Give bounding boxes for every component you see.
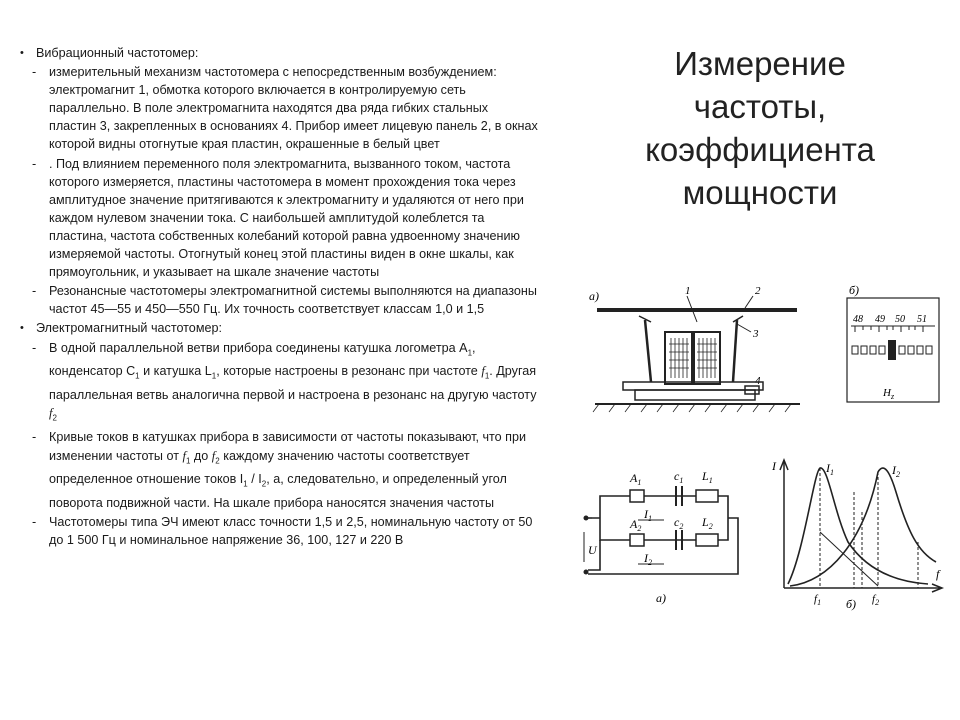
- svg-text:а): а): [589, 289, 599, 303]
- electro-text-3: Частотомеры типа ЭЧ имеют класс точности 1,5 и 2,5, номинальную частоту от 50 до 1 500 Гц и номинальное напряжение 36, 100, 127 и 220 В: [49, 514, 533, 547]
- vibration-meter-diagram: [585, 282, 810, 417]
- bullet-electromagnetic: [18, 319, 538, 337]
- label-a1: $A_1$: [630, 471, 642, 487]
- bullet-mark: •: [20, 322, 24, 335]
- text-column: [18, 44, 538, 550]
- svg-text:U: U: [588, 543, 597, 557]
- svg-text:4: 4: [755, 375, 761, 387]
- electro-text-2: Кривые токов в катушках прибора в зависимости от частоты показывают, что при изменении частоты от $f_1$ до $f_2$ каждому значению частоты соответствует определенное отношение токов $I_1 / I_2$, а, следовательно, и определенный угол поворота подвижной части. На шкале прибора наносятся значения частоты: [49, 430, 527, 510]
- svg-text:50: 50: [895, 314, 905, 325]
- electro-text-1: В одной параллельной ветви прибора соединены катушка логометра $А_1$, конденсатор $С_1$ и катушка $L_1$, которые настроены в резонанс при частоте $f_1$. Другая параллельная ветвь аналогична первой и настроена в резонанс на другую частоту $f_2$: [49, 340, 537, 423]
- label-l2: $L_2$: [702, 515, 713, 531]
- label-c1: $c_1$: [674, 469, 684, 485]
- vibration-scale-diagram: [843, 282, 943, 407]
- electro-heading: Электромагнитный частотомер:: [36, 321, 222, 336]
- dash-mark: -: [32, 340, 37, 355]
- vibration-point-1: [18, 63, 538, 153]
- label-a2: $A_2$: [630, 517, 642, 533]
- curve-label-i1: $I_1$: [826, 461, 834, 477]
- tick-f2: $f_2$: [872, 593, 880, 607]
- vibration-text-1: измерительный механизм частотомера с непосредственным возбуждением: электромагнит 1, обмотка которого включается в контролируемую сеть параллельно. В поле электромагнита находятся два ряда гибких стальных пластин 3, закрепленных в основаниях 4. Прибор имеет лицевую панель 2, в окнах которой видны отогнутые края пластин, окрашенные в белый цвет: [49, 65, 538, 152]
- tick-f1: $f_1$: [814, 593, 822, 607]
- svg-text:б): б): [846, 597, 857, 611]
- dash-mark: -: [32, 284, 37, 299]
- svg-text:1: 1: [685, 285, 691, 297]
- vibration-point-2: [18, 155, 538, 282]
- curve-label-i2: $I_2$: [892, 463, 900, 479]
- bullet-mark: •: [20, 47, 24, 59]
- vibration-text-3: Резонансные частотомеры электромагнитной системы выполняются на диапазоны частот 45—55 и 450—550 Гц. Их точность соответствует классам 1,0 и 1,5: [49, 284, 537, 317]
- label-i1: $I_1$: [644, 507, 652, 523]
- vibration-heading: Вибрационный частотомер:: [36, 46, 199, 60]
- svg-text:б): б): [849, 283, 860, 297]
- electro-point-3: [18, 513, 538, 549]
- resonance-curves-chart: [768, 452, 950, 612]
- svg-text:а): а): [656, 591, 666, 605]
- dash-mark: -: [32, 514, 37, 529]
- dash-mark: -: [32, 156, 37, 171]
- scale-unit: $Н_z$: [883, 387, 895, 401]
- svg-text:f: f: [936, 567, 940, 581]
- svg-text:I: I: [772, 459, 776, 473]
- svg-text:48: 48: [853, 314, 863, 325]
- vibration-point-3: [18, 282, 538, 318]
- dash-mark: -: [32, 430, 37, 445]
- electro-point-1: [18, 339, 538, 428]
- slide-title: Измерение частоты, коэффициента мощности: [645, 45, 875, 211]
- label-i2: $I_2$: [644, 551, 652, 567]
- label-c2: $c_2$: [674, 515, 684, 531]
- vibration-text-2: . Под влиянием переменного поля электромагнита, вызванного током, частота которого измеряется, пластины частотомера в момент прохождения тока через амплитудное значение притягиваются к электромагниту и удаляются от него при каждом нулевом значении тока. С наибольшей амплитудой колеблется та пластина, частота собственных колебаний которой равна удвоенному значению измеряемой частоты. Отогнутый конец этой пластины виден в окне шкалы, как прямоугольник, и указывает на шкале значение частоты: [49, 156, 524, 280]
- svg-text:51: 51: [917, 314, 927, 325]
- svg-text:3: 3: [753, 328, 759, 340]
- frequency-meter-circuit: [578, 462, 750, 610]
- svg-text:2: 2: [755, 285, 761, 297]
- dash-mark: -: [32, 65, 37, 80]
- electro-point-2: [18, 428, 538, 511]
- bullet-vibration: [18, 44, 538, 62]
- svg-text:49: 49: [875, 314, 885, 325]
- label-l1: $L_1$: [702, 469, 713, 485]
